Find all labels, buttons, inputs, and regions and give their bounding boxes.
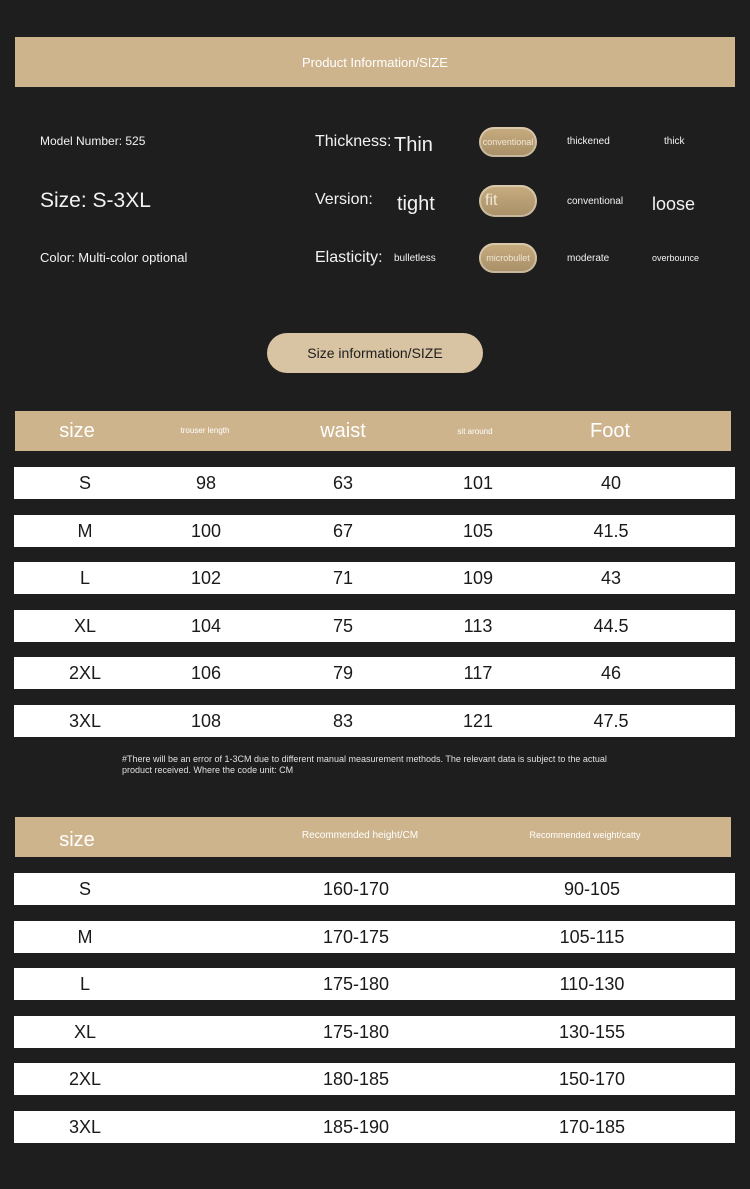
cell-weight: 150-170	[558, 1068, 626, 1089]
header-sit-around: sit around	[457, 426, 493, 436]
cell-height: 185-190	[322, 1116, 390, 1137]
header-size: size	[59, 419, 95, 442]
cell-foot: 40	[600, 472, 622, 493]
cell-weight: 170-185	[558, 1116, 626, 1137]
header-size: size	[59, 828, 95, 851]
thickness-option-thin: Thin	[394, 134, 433, 156]
cell-size: 2XL	[68, 1068, 102, 1089]
cell-foot: 47.5	[593, 710, 629, 731]
cell-sit-around: 101	[462, 472, 494, 493]
cell-foot: 46	[600, 662, 622, 683]
cell-trouser-length: 106	[190, 662, 222, 683]
version-option-conventional: conventional	[567, 196, 624, 207]
cell-trouser-length: 98	[195, 472, 217, 493]
header-recommended-height: Recommended height/CM	[301, 829, 419, 841]
table-row	[14, 1111, 735, 1143]
cell-sit-around: 105	[462, 520, 494, 541]
cell-size: M	[77, 520, 93, 541]
product-info-banner: Product Information/SIZE	[15, 37, 735, 87]
cell-trouser-length: 100	[190, 520, 222, 541]
cell-waist: 63	[332, 472, 354, 493]
cell-waist: 83	[332, 710, 354, 731]
size-info-pill: Size information/SIZE	[267, 333, 483, 373]
cell-sit-around: 117	[463, 662, 493, 683]
cell-height: 175-180	[322, 1021, 390, 1042]
cell-size: M	[77, 926, 93, 947]
cell-height: 175-180	[322, 973, 390, 994]
cell-height: 170-175	[322, 926, 390, 947]
cell-size: S	[78, 472, 91, 493]
cell-foot: 41.5	[593, 520, 629, 541]
cell-waist: 79	[332, 662, 354, 683]
cell-size: 2XL	[68, 662, 102, 683]
header-trouser-length: trouser length	[180, 426, 230, 435]
version-label: Version:	[315, 191, 373, 208]
cell-size: 3XL	[68, 710, 102, 731]
cell-height: 160-170	[322, 878, 390, 899]
header-foot: Foot	[589, 419, 631, 442]
table-row	[14, 921, 735, 953]
cell-weight: 110-130	[559, 973, 625, 994]
recommendation-table-header	[15, 817, 731, 857]
table-row	[14, 968, 735, 1000]
cell-foot: 44.5	[593, 615, 629, 636]
size-table-header	[15, 411, 731, 451]
cell-sit-around: 113	[463, 615, 493, 636]
model-number: Model Number: 525	[40, 134, 146, 148]
cell-size: L	[79, 973, 90, 994]
cell-trouser-length: 108	[190, 710, 222, 731]
cell-height: 180-185	[322, 1068, 390, 1089]
table-row	[14, 467, 735, 499]
thickness-option-conventional: conventional	[479, 127, 537, 157]
elasticity-option-overbounce: overbounce	[652, 253, 700, 263]
cell-size: S	[78, 878, 91, 899]
table-row	[14, 705, 735, 737]
thickness-label: Thickness:	[315, 133, 392, 150]
header-recommended-weight: Recommended weight/catty	[529, 830, 641, 840]
cell-waist: 71	[332, 567, 354, 588]
cell-size: XL	[73, 1021, 97, 1042]
cell-sit-around: 109	[462, 567, 494, 588]
elasticity-option-moderate: moderate	[567, 253, 610, 264]
cell-trouser-length: 102	[190, 567, 222, 588]
measurement-note: #There will be an error of 1-3CM due to different manual measurement methods. The relevant data is subject to the actual product received. Where the code unit: CM	[122, 754, 607, 775]
thickness-option-thick: thick	[664, 136, 685, 147]
size-range: Size: S-3XL	[40, 189, 151, 212]
cell-size: L	[79, 567, 90, 588]
thickness-option-thickened: thickened	[567, 136, 610, 147]
cell-weight: 105-115	[559, 926, 625, 947]
header-waist: waist	[320, 419, 366, 442]
cell-waist: 67	[332, 520, 354, 541]
version-option-loose: loose	[652, 194, 696, 214]
cell-size: 3XL	[68, 1116, 102, 1137]
cell-size: XL	[73, 615, 97, 636]
cell-trouser-length: 104	[190, 615, 222, 636]
elasticity-option-bulletless: bulletless	[394, 253, 436, 264]
color-info: Color: Multi-color optional	[40, 250, 188, 265]
table-row	[14, 562, 735, 594]
cell-sit-around: 121	[462, 710, 494, 731]
elasticity-label: Elasticity:	[315, 249, 383, 266]
table-row	[14, 1063, 735, 1095]
table-row	[14, 515, 735, 547]
cell-foot: 43	[600, 567, 622, 588]
version-option-tight: tight	[397, 193, 435, 215]
table-row	[14, 873, 735, 905]
elasticity-option-microbullet: microbullet	[479, 243, 537, 273]
table-row	[14, 1016, 735, 1048]
cell-weight: 90-105	[563, 878, 621, 899]
cell-waist: 75	[332, 615, 354, 636]
cell-weight: 130-155	[558, 1021, 626, 1042]
version-option-fit: fit	[479, 185, 537, 217]
table-row	[14, 610, 735, 642]
table-row	[14, 657, 735, 689]
